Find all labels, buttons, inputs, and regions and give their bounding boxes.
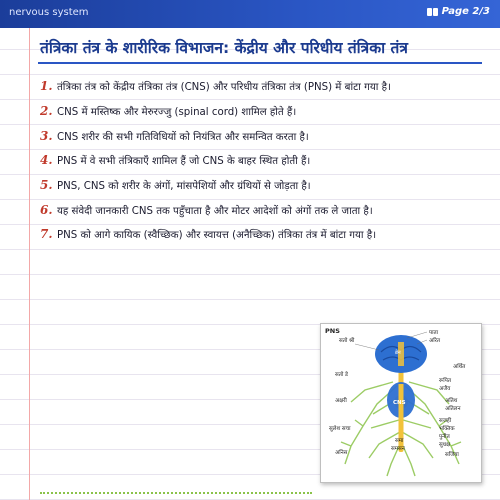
item-number: 1. xyxy=(40,79,53,94)
list-item xyxy=(40,222,490,247)
diagram-label: पाता xyxy=(429,330,439,336)
item-number: 7. xyxy=(40,227,53,242)
nervous-system-illustration xyxy=(321,324,481,482)
diagram-label: अतिथ xyxy=(445,398,458,404)
notebook-margin-line xyxy=(29,28,30,500)
diagram-label: सतो श्री xyxy=(339,338,355,344)
list-item xyxy=(40,123,490,148)
list-item xyxy=(40,173,490,198)
item-number: 2. xyxy=(40,104,53,119)
list-item xyxy=(40,148,490,173)
cns-label: CNS xyxy=(393,400,406,406)
diagram-label: अक्षरी xyxy=(335,398,347,404)
diagram-label: सजही xyxy=(439,418,452,424)
diagram-label: भक्तिक xyxy=(439,426,455,432)
item-number: 4. xyxy=(40,153,53,168)
item-text: PNS में वे सभी तंत्रिकाएँ शामिल हैं जो CNS के बाहर स्थित होती हैं। xyxy=(57,156,311,168)
list-item xyxy=(40,197,490,222)
point-list xyxy=(40,74,490,247)
bottom-divider xyxy=(40,492,312,494)
topic-label: nervous system xyxy=(9,7,89,18)
title-underline xyxy=(38,62,482,64)
nervous-system-diagram xyxy=(320,323,482,483)
diagram-label: अनिस xyxy=(335,450,348,456)
diagram-label: अजैव xyxy=(439,386,451,392)
item-text: यह संवेदी जानकारी CNS तक पहुँचाता है और मोटर आदेशों को अंगों तक ले जाता है। xyxy=(57,205,373,217)
diagram-label: सुधक्ष xyxy=(439,442,451,448)
page-indicator xyxy=(427,6,490,17)
diagram-label: सतो डे xyxy=(335,372,348,378)
diagram-label: समसन xyxy=(391,446,405,452)
diagram-label: सुलेश सचा xyxy=(329,426,351,432)
pns-label: PNS xyxy=(325,327,340,335)
brain-label: ब्रेन xyxy=(395,350,401,356)
item-text: PNS, CNS को शरीर के अंगों, मांसपेशियों और ग्रंथियों से जोड़ता है। xyxy=(57,181,311,193)
item-number: 3. xyxy=(40,128,53,143)
list-item xyxy=(40,99,490,124)
diagram-label: रूपित xyxy=(439,378,451,384)
diagram-label: अर्थित xyxy=(453,364,466,370)
diagram-label: पुनीत xyxy=(439,434,450,440)
diagram-label: अरित xyxy=(429,338,441,344)
item-text: CNS शरीर की सभी गतिविधियों को नियंत्रित और समन्वित करता है। xyxy=(57,131,309,143)
item-number: 6. xyxy=(40,202,53,217)
header-bar xyxy=(0,0,500,28)
item-text: CNS में मस्तिष्क और मेरुरज्जु (spinal cord) शामिल होते हैं। xyxy=(57,107,297,119)
diagram-label: अतिलन xyxy=(445,406,461,412)
page-number: Page 2/3 xyxy=(441,6,490,17)
book-icon xyxy=(427,8,438,16)
item-text: तंत्रिका तंत्र को केंद्रीय तंत्रिका तंत्र (CNS) और परिधीय तंत्रिका तंत्र (PNS) में बांटा गया है। xyxy=(57,82,391,94)
item-text: PNS को आगे कायिक (स्वैच्छिक) और स्वायत्त (अनैच्छिक) तंत्रिका तंत्र में बांटा गया है। xyxy=(57,230,377,242)
list-item xyxy=(40,74,490,99)
item-number: 5. xyxy=(40,178,53,193)
page-title: तंत्रिका तंत्र के शारीरिक विभाजन: केंद्रीय और परिधीय तंत्रिका तंत्र xyxy=(40,39,408,57)
diagram-label: सजिया xyxy=(445,452,459,458)
diagram-label: समा xyxy=(395,438,404,444)
